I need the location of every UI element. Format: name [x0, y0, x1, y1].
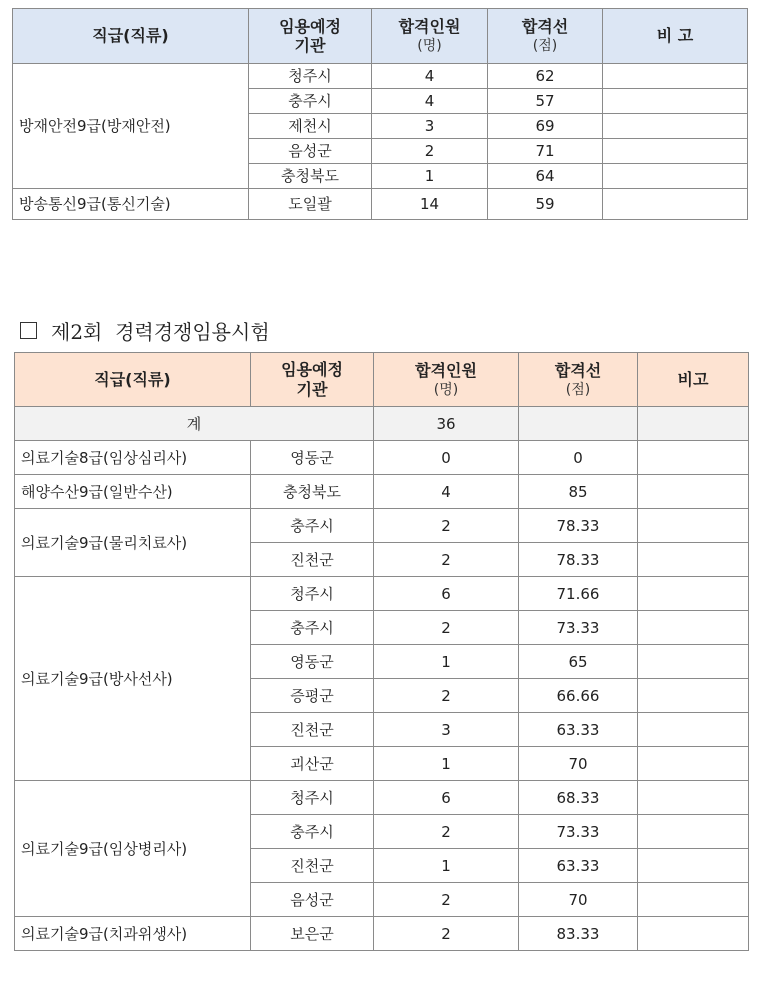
agency-cell: 충청북도: [251, 475, 374, 509]
table-row: [15, 781, 749, 815]
table-row: [15, 441, 749, 475]
cutoff-score-cell: 62: [488, 64, 603, 89]
cutoff-score-cell: 83.33: [519, 917, 638, 951]
total-remarks: [638, 407, 749, 441]
agency-cell: 청주시: [251, 781, 374, 815]
remarks-cell: [638, 645, 749, 679]
table-row: [15, 917, 749, 951]
agency-cell: 음성군: [251, 883, 374, 917]
header-cutoff-unit: (점): [565, 381, 591, 398]
remarks-cell: [638, 509, 749, 543]
passed-count-cell: 2: [374, 883, 519, 917]
remarks-cell: [638, 781, 749, 815]
table-row: [15, 475, 749, 509]
passed-count-cell: 1: [374, 849, 519, 883]
table-row: [15, 577, 749, 611]
header-agency-line1: 임용예정: [279, 16, 341, 36]
cutoff-score-cell: 73.33: [519, 815, 638, 849]
header-passed-label: 합격인원: [415, 360, 477, 380]
header-passed: [374, 353, 519, 407]
agency-cell: 진천군: [251, 849, 374, 883]
total-label: 계: [15, 407, 374, 441]
agency-cell: 충청북도: [249, 164, 372, 189]
remarks-cell: [638, 577, 749, 611]
header-cutoff-unit: (점): [532, 38, 558, 55]
table-header-row: [13, 9, 748, 64]
cutoff-score-cell: 71: [488, 139, 603, 164]
passed-count-cell: 2: [374, 509, 519, 543]
remarks-cell: [603, 139, 748, 164]
cutoff-score-cell: 0: [519, 441, 638, 475]
header-passed-unit: (명): [417, 38, 442, 55]
remarks-cell: [638, 883, 749, 917]
grade-cell: 의료기술8급(임상심리사): [15, 441, 251, 475]
header-agency-line1: 임용예정: [281, 360, 343, 380]
header-agency: [249, 9, 372, 64]
cutoff-score-cell: 70: [519, 883, 638, 917]
remarks-cell: [603, 64, 748, 89]
grade-cell: 의료기술9급(임상병리사): [15, 781, 251, 917]
passed-count-cell: 6: [374, 577, 519, 611]
cutoff-score-cell: 69: [488, 114, 603, 139]
header-cutoff: [519, 353, 638, 407]
remarks-cell: [638, 611, 749, 645]
cutoff-score-cell: 66.66: [519, 679, 638, 713]
section-heading: [20, 316, 270, 345]
cutoff-score-cell: 78.33: [519, 509, 638, 543]
table-row: [15, 509, 749, 543]
remarks-cell: [638, 475, 749, 509]
cutoff-score-cell: 59: [488, 189, 603, 220]
agency-cell: 증평군: [251, 679, 374, 713]
header-remarks: 비고: [638, 353, 749, 407]
results-table-1: [12, 8, 748, 220]
total-cutoff: [519, 407, 638, 441]
grade-cell: 의료기술9급(치과위생사): [15, 917, 251, 951]
agency-cell: 영동군: [251, 645, 374, 679]
passed-count-cell: 4: [374, 475, 519, 509]
results-table-2: [14, 352, 749, 951]
passed-count-cell: 3: [374, 713, 519, 747]
agency-cell: 충주시: [251, 611, 374, 645]
passed-count-cell: 1: [372, 164, 488, 189]
cutoff-score-cell: 57: [488, 89, 603, 114]
cutoff-score-cell: 65: [519, 645, 638, 679]
passed-count-cell: 1: [374, 747, 519, 781]
passed-count-cell: 1: [374, 645, 519, 679]
table-header-row: [15, 353, 749, 407]
passed-count-cell: 2: [374, 815, 519, 849]
remarks-cell: [638, 815, 749, 849]
table-body-1: [13, 64, 748, 220]
agency-cell: 보은군: [251, 917, 374, 951]
agency-cell: 청주시: [251, 577, 374, 611]
grade-cell: 해양수산9급(일반수산): [15, 475, 251, 509]
cutoff-score-cell: 78.33: [519, 543, 638, 577]
cutoff-score-cell: 63.33: [519, 849, 638, 883]
header-grade: 직급(직류): [13, 9, 249, 64]
agency-cell: 청주시: [249, 64, 372, 89]
grade-cell: 방송통신9급(통신기술): [13, 189, 249, 220]
cutoff-score-cell: 70: [519, 747, 638, 781]
remarks-cell: [638, 679, 749, 713]
agency-cell: 충주시: [251, 509, 374, 543]
agency-cell: 음성군: [249, 139, 372, 164]
header-grade: 직급(직류): [15, 353, 251, 407]
agency-cell: 도일괄: [249, 189, 372, 220]
grade-cell: 의료기술9급(물리치료사): [15, 509, 251, 577]
remarks-cell: [638, 441, 749, 475]
total-passed: 36: [374, 407, 519, 441]
passed-count-cell: 2: [374, 611, 519, 645]
remarks-cell: [638, 849, 749, 883]
grade-cell: 방재안전9급(방재안전): [13, 64, 249, 189]
cutoff-score-cell: 71.66: [519, 577, 638, 611]
header-cutoff: [488, 9, 603, 64]
cutoff-score-cell: 63.33: [519, 713, 638, 747]
total-row: [15, 407, 749, 441]
header-passed-label: 합격인원: [398, 17, 461, 36]
remarks-cell: [603, 89, 748, 114]
remarks-cell: [638, 543, 749, 577]
passed-count-cell: 0: [374, 441, 519, 475]
header-agency-line2: 기관: [296, 379, 328, 399]
agency-cell: 충주시: [251, 815, 374, 849]
remarks-cell: [638, 713, 749, 747]
grade-cell: 의료기술9급(방사선사): [15, 577, 251, 781]
cutoff-score-cell: 85: [519, 475, 638, 509]
remarks-cell: [638, 747, 749, 781]
agency-cell: 충주시: [249, 89, 372, 114]
agency-cell: 진천군: [251, 713, 374, 747]
passed-count-cell: 4: [372, 89, 488, 114]
agency-cell: 영동군: [251, 441, 374, 475]
passed-count-cell: 3: [372, 114, 488, 139]
passed-count-cell: 2: [372, 139, 488, 164]
cutoff-score-cell: 64: [488, 164, 603, 189]
table-row: [13, 189, 748, 220]
cutoff-score-cell: 73.33: [519, 611, 638, 645]
passed-count-cell: 6: [374, 781, 519, 815]
header-cutoff-label: 합격선: [554, 360, 602, 380]
passed-count-cell: 14: [372, 189, 488, 220]
table-body-2: [15, 407, 749, 951]
header-remarks: 비 고: [603, 9, 748, 64]
checkbox-square-icon: [20, 322, 37, 339]
table-row: [13, 64, 748, 89]
remarks-cell: [603, 189, 748, 220]
header-agency-line2: 기관: [294, 36, 326, 55]
remarks-cell: [603, 114, 748, 139]
agency-cell: 괴산군: [251, 747, 374, 781]
header-agency: [251, 353, 374, 407]
header-passed-unit: (명): [433, 381, 459, 398]
agency-cell: 진천군: [251, 543, 374, 577]
passed-count-cell: 4: [372, 64, 488, 89]
header-cutoff-label: 합격선: [521, 17, 569, 36]
agency-cell: 제천시: [249, 114, 372, 139]
passed-count-cell: 2: [374, 543, 519, 577]
remarks-cell: [638, 917, 749, 951]
header-passed: [372, 9, 488, 64]
remarks-cell: [603, 164, 748, 189]
section-title: 제2회 경력경쟁임용시험: [51, 320, 270, 344]
passed-count-cell: 2: [374, 917, 519, 951]
cutoff-score-cell: 68.33: [519, 781, 638, 815]
passed-count-cell: 2: [374, 679, 519, 713]
